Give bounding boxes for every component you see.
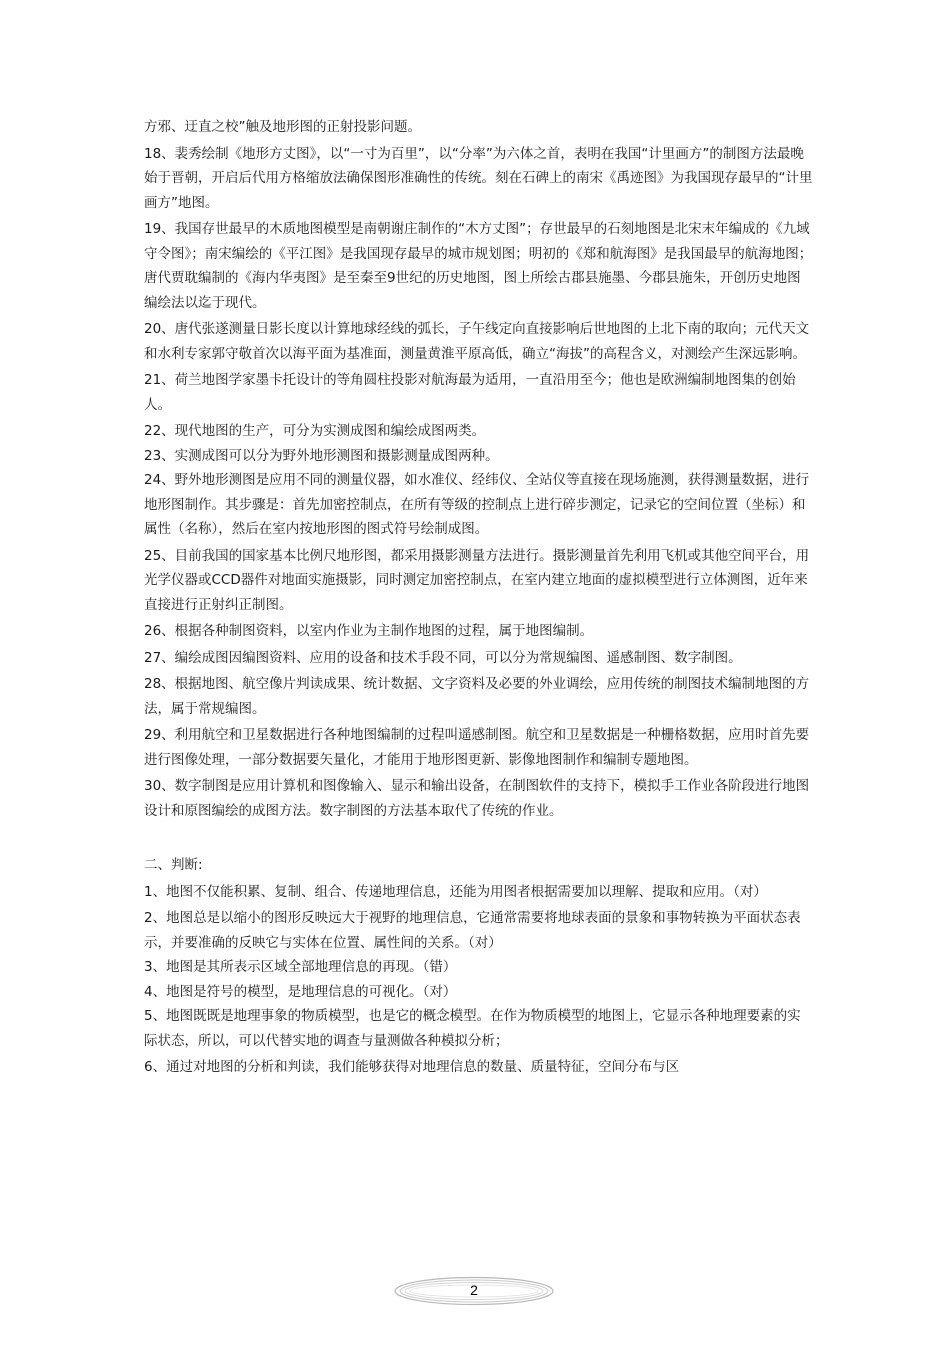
paragraph-19: 19、我国存世最早的木质地图模型是南朝谢庄制作的“木方丈图”；存世最早的石刻地图是北宋末年编成的《九域守令图》；南宋编绘的《平江图》是我国现存最早的城市规划图；明初的《郑和航海图》是我国最早的航海地图；唐代贾耽编制的《海内华夷图》是至秦至9世纪的历史地图，图上所绘古郡县施墨、今郡县施朱，开创历史地图编绘法以迄于现代。 xyxy=(144,221,813,311)
section-spacer xyxy=(144,823,814,853)
paragraph-18: 18、裴秀绘制《地形方丈图》，以“一寸为百里”，以“分率”为六体之首，表明在我国“计里画方”的制图方法最晚始于晋朝，开启后代用方格缩放法确保图形准确性的传统。刻在石碑上的南宋《禹迹图》为我国现存最早的“计里画方”地图。 xyxy=(144,145,813,211)
judgment-3: 3、地图是其所表示区域全部地理信息的再现。（错） xyxy=(144,959,457,975)
paragraph-20: 20、唐代张遂测量日影长度以计算地球经线的弧长，子午线定向直接影响后世地图的上北下南的取向；元代天文和水利专家郭守敬首次以海平面为基准面，测量黄淮平原高低，确立“海拔”的高程含义，对测绘产生深远影响。 xyxy=(144,321,810,362)
judgment-2: 2、地图总是以缩小的图形反映远大于视野的地理信息，它通常需要将地球表面的景象和事物转换为平面状态表示，并要准确的反映它与实体在位置、属性间的关系。（对） xyxy=(144,910,801,951)
paragraph-continuation: 方邪、迂直之校”触及地形图的正射投影问题。 xyxy=(144,119,421,135)
page-number: 2 xyxy=(470,1282,478,1298)
paragraph-26: 26、根据各种制图资料，以室内作业为主制作地图的过程，属于地图编制。 xyxy=(144,623,594,639)
judgment-4: 4、地图是符号的模型，是地理信息的可视化。（对） xyxy=(144,983,457,1000)
paragraph-30: 30、数字制图是应用计算机和图像输入、显示和输出设备，在制图软件的支持下，模拟手工作业各阶段进行地图设计和原图编绘的成图方法。数字制图的方法基本取代了传统的作业。 xyxy=(144,778,810,819)
judgment-1: 1、地图不仅能积累、复制、组合、传递地理信息，还能为用图者根据需要加以理解、提取和应用。（对） xyxy=(144,883,767,900)
page-number-badge xyxy=(393,1276,555,1306)
section-2-title: 二、判断: xyxy=(144,857,203,873)
paragraph-21: 21、荷兰地图学家墨卡托设计的等角圆柱投影对航海最为适用，一直沿用至今；他也是欧洲编制地图集的创始人。 xyxy=(144,372,796,413)
document-page xyxy=(144,115,814,1080)
paragraph-23: 23、实测成图可以分为野外地形测图和摄影测量成图两种。 xyxy=(144,447,499,464)
judgment-5: 5、地图既既是地理事象的物质模型，也是它的概念模型。在作为物质模型的地图上，它显示各种地理要素的实际状态，所以，可以代替实地的调查与量测做各种模拟分析； xyxy=(144,1008,801,1049)
paragraph-25: 25、目前我国的国家基本比例尺地形图，都采用摄影测量方法进行。摄影测量首先利用飞机或其他空间平台，用光学仪器或CCD器件对地面实施摄影，同时测定加密控制点，在室内建立地面的虚拟模型进行立体测图，近年来直接进行正射纠正制图。 xyxy=(144,547,810,613)
paragraph-22: 22、现代地图的生产，可分为实测成图和编绘成图两类。 xyxy=(144,423,486,439)
paragraph-28: 28、根据地图、航空像片判读成果、统计数据、文字资料及必要的外业调绘，应用传统的制图技术编制地图的方法，属于常规编图。 xyxy=(144,676,810,717)
paragraph-29: 29、利用航空和卫星数据进行各种地图编制的过程叫遥感制图。航空和卫星数据是一种栅格数据，应用时首先要进行图像处理，一部分数据要矢量化，才能用于地形图更新、影像地图制作和编制专题地图。 xyxy=(144,727,810,768)
paragraph-24: 24、野外地形测图是应用不同的测量仪器，如水准仪、经纬仪、全站仪等直接在现场施测，获得测量数据，进行地形图制作。其步骤是：首先加密控制点，在所有等级的控制点上进行碎步测定，记录它的空间位置（坐标）和属性（名称），然后在室内按地形图的图式符号绘制成图。 xyxy=(144,472,810,537)
paragraph-27: 27、编绘成图因编图资料、应用的设备和技术手段不同，可以分为常规编图、遥感制图、数字制图。 xyxy=(144,649,742,666)
judgment-6: 6、通过对地图的分析和判读，我们能够获得对地理信息的数量、质量特征，空间分布与区 xyxy=(144,1059,680,1075)
